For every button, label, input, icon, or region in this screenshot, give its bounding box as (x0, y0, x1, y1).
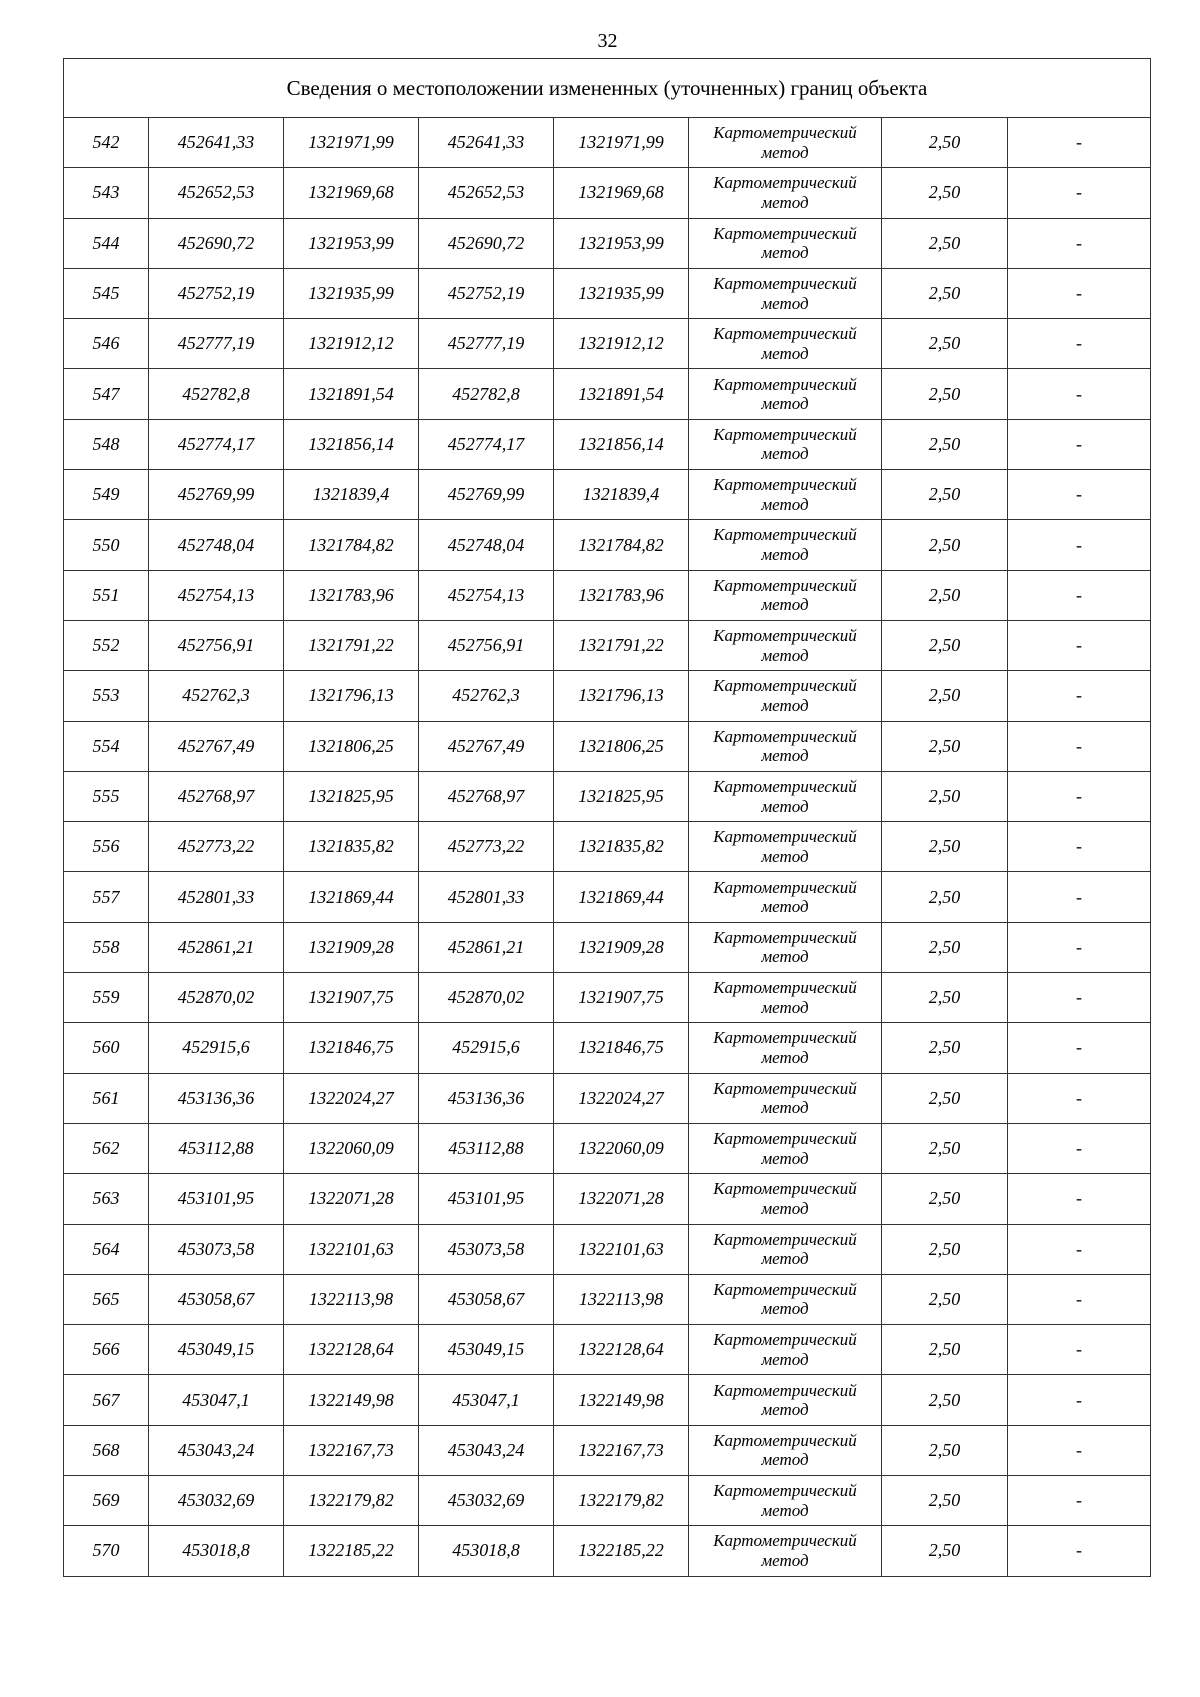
table-row (64, 822, 1151, 872)
refined-x-cell: 452773,22 (419, 822, 554, 872)
point-number-cell: 546 (64, 319, 149, 369)
description-cell: - (1008, 620, 1151, 670)
precision-cell: 2,50 (882, 118, 1008, 168)
precision-cell: 2,50 (882, 1425, 1008, 1475)
precision-cell: 2,50 (882, 1224, 1008, 1274)
point-number-cell: 560 (64, 1023, 149, 1073)
point-number-cell: 564 (64, 1224, 149, 1274)
point-number-cell: 559 (64, 973, 149, 1023)
point-number-cell: 552 (64, 620, 149, 670)
existing-x-cell: 452762,3 (149, 671, 284, 721)
refined-x-cell: 452782,8 (419, 369, 554, 419)
refined-x-cell: 452641,33 (419, 118, 554, 168)
point-number-cell: 570 (64, 1526, 149, 1576)
method-cell: Картометрический метод (689, 520, 882, 570)
existing-x-cell: 452915,6 (149, 1023, 284, 1073)
existing-y-cell: 1322185,22 (284, 1526, 419, 1576)
table-row (64, 1476, 1151, 1526)
existing-x-cell: 452769,99 (149, 470, 284, 520)
page-number: 32 (597, 30, 618, 52)
existing-x-cell: 452752,19 (149, 268, 284, 318)
point-number-cell: 561 (64, 1073, 149, 1123)
method-cell: Картометрический метод (689, 1023, 882, 1073)
table-title-row (64, 59, 1151, 118)
table-row (64, 872, 1151, 922)
refined-x-cell: 452915,6 (419, 1023, 554, 1073)
method-cell: Картометрический метод (689, 721, 882, 771)
refined-x-cell: 452801,33 (419, 872, 554, 922)
table-row (64, 671, 1151, 721)
existing-y-cell: 1321856,14 (284, 419, 419, 469)
existing-x-cell: 453073,58 (149, 1224, 284, 1274)
precision-cell: 2,50 (882, 168, 1008, 218)
description-cell: - (1008, 369, 1151, 419)
method-cell: Картометрический метод (689, 1224, 882, 1274)
method-cell: Картометрический метод (689, 369, 882, 419)
description-cell: - (1008, 168, 1151, 218)
point-number-cell: 548 (64, 419, 149, 469)
existing-x-cell: 453043,24 (149, 1425, 284, 1475)
table-row (64, 470, 1151, 520)
refined-y-cell: 1322149,98 (554, 1375, 689, 1425)
refined-x-cell: 452748,04 (419, 520, 554, 570)
refined-x-cell: 453018,8 (419, 1526, 554, 1576)
existing-x-cell: 452861,21 (149, 922, 284, 972)
table-row (64, 922, 1151, 972)
refined-x-cell: 453112,88 (419, 1123, 554, 1173)
table-row (64, 1375, 1151, 1425)
refined-y-cell: 1322071,28 (554, 1174, 689, 1224)
existing-x-cell: 453047,1 (149, 1375, 284, 1425)
existing-y-cell: 1321825,95 (284, 771, 419, 821)
existing-y-cell: 1322060,09 (284, 1123, 419, 1173)
refined-y-cell: 1322128,64 (554, 1325, 689, 1375)
refined-y-cell: 1321846,75 (554, 1023, 689, 1073)
precision-cell: 2,50 (882, 1274, 1008, 1324)
refined-x-cell: 452861,21 (419, 922, 554, 972)
point-number-cell: 549 (64, 470, 149, 520)
refined-x-cell: 453101,95 (419, 1174, 554, 1224)
table-row (64, 1274, 1151, 1324)
method-cell: Картометрический метод (689, 1425, 882, 1475)
description-cell: - (1008, 570, 1151, 620)
precision-cell: 2,50 (882, 822, 1008, 872)
point-number-cell: 563 (64, 1174, 149, 1224)
description-cell: - (1008, 973, 1151, 1023)
refined-y-cell: 1321791,22 (554, 620, 689, 670)
method-cell: Картометрический метод (689, 822, 882, 872)
existing-x-cell: 452756,91 (149, 620, 284, 670)
precision-cell: 2,50 (882, 1073, 1008, 1123)
table-row (64, 520, 1151, 570)
precision-cell: 2,50 (882, 1325, 1008, 1375)
description-cell: - (1008, 1073, 1151, 1123)
precision-cell: 2,50 (882, 671, 1008, 721)
description-cell: - (1008, 721, 1151, 771)
point-number-cell: 569 (64, 1476, 149, 1526)
precision-cell: 2,50 (882, 319, 1008, 369)
method-cell: Картометрический метод (689, 218, 882, 268)
method-cell: Картометрический метод (689, 319, 882, 369)
description-cell: - (1008, 319, 1151, 369)
precision-cell: 2,50 (882, 771, 1008, 821)
refined-x-cell: 452870,02 (419, 973, 554, 1023)
existing-y-cell: 1321791,22 (284, 620, 419, 670)
existing-y-cell: 1321784,82 (284, 520, 419, 570)
description-cell: - (1008, 1224, 1151, 1274)
table-row (64, 118, 1151, 168)
refined-x-cell: 452769,99 (419, 470, 554, 520)
existing-x-cell: 452773,22 (149, 822, 284, 872)
precision-cell: 2,50 (882, 973, 1008, 1023)
table-row (64, 1325, 1151, 1375)
existing-x-cell: 453032,69 (149, 1476, 284, 1526)
existing-x-cell: 452801,33 (149, 872, 284, 922)
table-row (64, 268, 1151, 318)
description-cell: - (1008, 1476, 1151, 1526)
existing-y-cell: 1321796,13 (284, 671, 419, 721)
existing-x-cell: 452754,13 (149, 570, 284, 620)
precision-cell: 2,50 (882, 470, 1008, 520)
description-cell: - (1008, 419, 1151, 469)
refined-x-cell: 452767,49 (419, 721, 554, 771)
precision-cell: 2,50 (882, 922, 1008, 972)
refined-y-cell: 1322185,22 (554, 1526, 689, 1576)
point-number-cell: 551 (64, 570, 149, 620)
existing-x-cell: 452782,8 (149, 369, 284, 419)
table-title: Сведения о местоположении измененных (уточненных) границ объекта (64, 59, 1151, 118)
refined-x-cell: 452762,3 (419, 671, 554, 721)
description-cell: - (1008, 1526, 1151, 1576)
existing-y-cell: 1322167,73 (284, 1425, 419, 1475)
point-number-cell: 542 (64, 118, 149, 168)
description-cell: - (1008, 520, 1151, 570)
point-number-cell: 547 (64, 369, 149, 419)
precision-cell: 2,50 (882, 1476, 1008, 1526)
existing-y-cell: 1321839,4 (284, 470, 419, 520)
description-cell: - (1008, 118, 1151, 168)
point-number-cell: 554 (64, 721, 149, 771)
refined-y-cell: 1322179,82 (554, 1476, 689, 1526)
existing-y-cell: 1321835,82 (284, 822, 419, 872)
precision-cell: 2,50 (882, 1023, 1008, 1073)
description-cell: - (1008, 1325, 1151, 1375)
precision-cell: 2,50 (882, 268, 1008, 318)
method-cell: Картометрический метод (689, 268, 882, 318)
method-cell: Картометрический метод (689, 1325, 882, 1375)
refined-x-cell: 452754,13 (419, 570, 554, 620)
table-row (64, 218, 1151, 268)
method-cell: Картометрический метод (689, 922, 882, 972)
point-number-cell: 557 (64, 872, 149, 922)
point-number-cell: 553 (64, 671, 149, 721)
precision-cell: 2,50 (882, 369, 1008, 419)
table-row (64, 419, 1151, 469)
existing-y-cell: 1322024,27 (284, 1073, 419, 1123)
point-number-cell: 562 (64, 1123, 149, 1173)
point-number-cell: 545 (64, 268, 149, 318)
table-row (64, 369, 1151, 419)
refined-x-cell: 453043,24 (419, 1425, 554, 1475)
precision-cell: 2,50 (882, 1123, 1008, 1173)
method-cell: Картометрический метод (689, 671, 882, 721)
refined-y-cell: 1321907,75 (554, 973, 689, 1023)
table-row (64, 771, 1151, 821)
refined-y-cell: 1321953,99 (554, 218, 689, 268)
existing-y-cell: 1322101,63 (284, 1224, 419, 1274)
description-cell: - (1008, 470, 1151, 520)
table-row (64, 570, 1151, 620)
existing-x-cell: 452748,04 (149, 520, 284, 570)
method-cell: Картометрический метод (689, 973, 882, 1023)
refined-y-cell: 1322024,27 (554, 1073, 689, 1123)
precision-cell: 2,50 (882, 620, 1008, 670)
description-cell: - (1008, 1425, 1151, 1475)
refined-y-cell: 1322101,63 (554, 1224, 689, 1274)
description-cell: - (1008, 218, 1151, 268)
method-cell: Картометрический метод (689, 1274, 882, 1324)
refined-y-cell: 1321971,99 (554, 118, 689, 168)
method-cell: Картометрический метод (689, 1526, 882, 1576)
refined-x-cell: 453049,15 (419, 1325, 554, 1375)
refined-y-cell: 1322167,73 (554, 1425, 689, 1475)
existing-x-cell: 452767,49 (149, 721, 284, 771)
method-cell: Картометрический метод (689, 620, 882, 670)
refined-y-cell: 1321796,13 (554, 671, 689, 721)
precision-cell: 2,50 (882, 721, 1008, 771)
existing-y-cell: 1322113,98 (284, 1274, 419, 1324)
refined-y-cell: 1321912,12 (554, 319, 689, 369)
table-row (64, 620, 1151, 670)
existing-y-cell: 1321909,28 (284, 922, 419, 972)
refined-y-cell: 1321869,44 (554, 872, 689, 922)
precision-cell: 2,50 (882, 1526, 1008, 1576)
existing-y-cell: 1321971,99 (284, 118, 419, 168)
description-cell: - (1008, 1375, 1151, 1425)
refined-y-cell: 1322113,98 (554, 1274, 689, 1324)
description-cell: - (1008, 872, 1151, 922)
refined-x-cell: 453047,1 (419, 1375, 554, 1425)
existing-x-cell: 453101,95 (149, 1174, 284, 1224)
refined-y-cell: 1321839,4 (554, 470, 689, 520)
precision-cell: 2,50 (882, 520, 1008, 570)
precision-cell: 2,50 (882, 419, 1008, 469)
point-number-cell: 567 (64, 1375, 149, 1425)
point-number-cell: 566 (64, 1325, 149, 1375)
precision-cell: 2,50 (882, 570, 1008, 620)
refined-x-cell: 453032,69 (419, 1476, 554, 1526)
method-cell: Картометрический метод (689, 118, 882, 168)
existing-x-cell: 453049,15 (149, 1325, 284, 1375)
existing-x-cell: 453018,8 (149, 1526, 284, 1576)
refined-y-cell: 1321856,14 (554, 419, 689, 469)
description-cell: - (1008, 1274, 1151, 1324)
existing-x-cell: 452641,33 (149, 118, 284, 168)
method-cell: Картометрический метод (689, 470, 882, 520)
refined-y-cell: 1321969,68 (554, 168, 689, 218)
table-row (64, 1174, 1151, 1224)
point-number-cell: 550 (64, 520, 149, 570)
method-cell: Картометрический метод (689, 1123, 882, 1173)
description-cell: - (1008, 1023, 1151, 1073)
method-cell: Картометрический метод (689, 1073, 882, 1123)
refined-x-cell: 453136,36 (419, 1073, 554, 1123)
table-row (64, 721, 1151, 771)
point-number-cell: 544 (64, 218, 149, 268)
refined-x-cell: 452690,72 (419, 218, 554, 268)
point-number-cell: 555 (64, 771, 149, 821)
refined-x-cell: 453073,58 (419, 1224, 554, 1274)
refined-y-cell: 1321806,25 (554, 721, 689, 771)
method-cell: Картометрический метод (689, 872, 882, 922)
point-number-cell: 556 (64, 822, 149, 872)
refined-y-cell: 1321891,54 (554, 369, 689, 419)
existing-x-cell: 452690,72 (149, 218, 284, 268)
existing-x-cell: 453112,88 (149, 1123, 284, 1173)
refined-x-cell: 452777,19 (419, 319, 554, 369)
point-number-cell: 543 (64, 168, 149, 218)
refined-x-cell: 452756,91 (419, 620, 554, 670)
existing-y-cell: 1321912,12 (284, 319, 419, 369)
refined-y-cell: 1321784,82 (554, 520, 689, 570)
existing-x-cell: 452774,17 (149, 419, 284, 469)
refined-x-cell: 452752,19 (419, 268, 554, 318)
refined-y-cell: 1321909,28 (554, 922, 689, 972)
existing-y-cell: 1322071,28 (284, 1174, 419, 1224)
point-number-cell: 565 (64, 1274, 149, 1324)
description-cell: - (1008, 671, 1151, 721)
existing-y-cell: 1322179,82 (284, 1476, 419, 1526)
refined-x-cell: 453058,67 (419, 1274, 554, 1324)
existing-y-cell: 1321907,75 (284, 973, 419, 1023)
refined-y-cell: 1322060,09 (554, 1123, 689, 1173)
table-row (64, 168, 1151, 218)
existing-y-cell: 1321869,44 (284, 872, 419, 922)
existing-y-cell: 1321891,54 (284, 369, 419, 419)
existing-y-cell: 1321806,25 (284, 721, 419, 771)
existing-y-cell: 1321969,68 (284, 168, 419, 218)
method-cell: Картометрический метод (689, 1375, 882, 1425)
description-cell: - (1008, 1174, 1151, 1224)
table-row (64, 1023, 1151, 1073)
table-row (64, 1123, 1151, 1173)
refined-x-cell: 452774,17 (419, 419, 554, 469)
method-cell: Картометрический метод (689, 771, 882, 821)
refined-y-cell: 1321935,99 (554, 268, 689, 318)
refined-x-cell: 452652,53 (419, 168, 554, 218)
existing-y-cell: 1321846,75 (284, 1023, 419, 1073)
description-cell: - (1008, 268, 1151, 318)
existing-x-cell: 453058,67 (149, 1274, 284, 1324)
refined-y-cell: 1321825,95 (554, 771, 689, 821)
method-cell: Картометрический метод (689, 419, 882, 469)
description-cell: - (1008, 822, 1151, 872)
description-cell: - (1008, 922, 1151, 972)
existing-x-cell: 452652,53 (149, 168, 284, 218)
existing-y-cell: 1322128,64 (284, 1325, 419, 1375)
precision-cell: 2,50 (882, 218, 1008, 268)
existing-y-cell: 1321953,99 (284, 218, 419, 268)
table-row (64, 1073, 1151, 1123)
precision-cell: 2,50 (882, 872, 1008, 922)
table-row (64, 1526, 1151, 1576)
boundary-coordinates-table (63, 58, 1151, 1577)
refined-x-cell: 452768,97 (419, 771, 554, 821)
table-row (64, 1425, 1151, 1475)
point-number-cell: 558 (64, 922, 149, 972)
method-cell: Картометрический метод (689, 1476, 882, 1526)
existing-x-cell: 452777,19 (149, 319, 284, 369)
method-cell: Картометрический метод (689, 570, 882, 620)
existing-x-cell: 452768,97 (149, 771, 284, 821)
table-row (64, 1224, 1151, 1274)
description-cell: - (1008, 771, 1151, 821)
precision-cell: 2,50 (882, 1174, 1008, 1224)
existing-x-cell: 452870,02 (149, 973, 284, 1023)
existing-y-cell: 1321783,96 (284, 570, 419, 620)
refined-y-cell: 1321835,82 (554, 822, 689, 872)
precision-cell: 2,50 (882, 1375, 1008, 1425)
point-number-cell: 568 (64, 1425, 149, 1475)
existing-y-cell: 1322149,98 (284, 1375, 419, 1425)
existing-y-cell: 1321935,99 (284, 268, 419, 318)
method-cell: Картометрический метод (689, 1174, 882, 1224)
method-cell: Картометрический метод (689, 168, 882, 218)
existing-x-cell: 453136,36 (149, 1073, 284, 1123)
table-row (64, 973, 1151, 1023)
table-row (64, 319, 1151, 369)
refined-y-cell: 1321783,96 (554, 570, 689, 620)
description-cell: - (1008, 1123, 1151, 1173)
